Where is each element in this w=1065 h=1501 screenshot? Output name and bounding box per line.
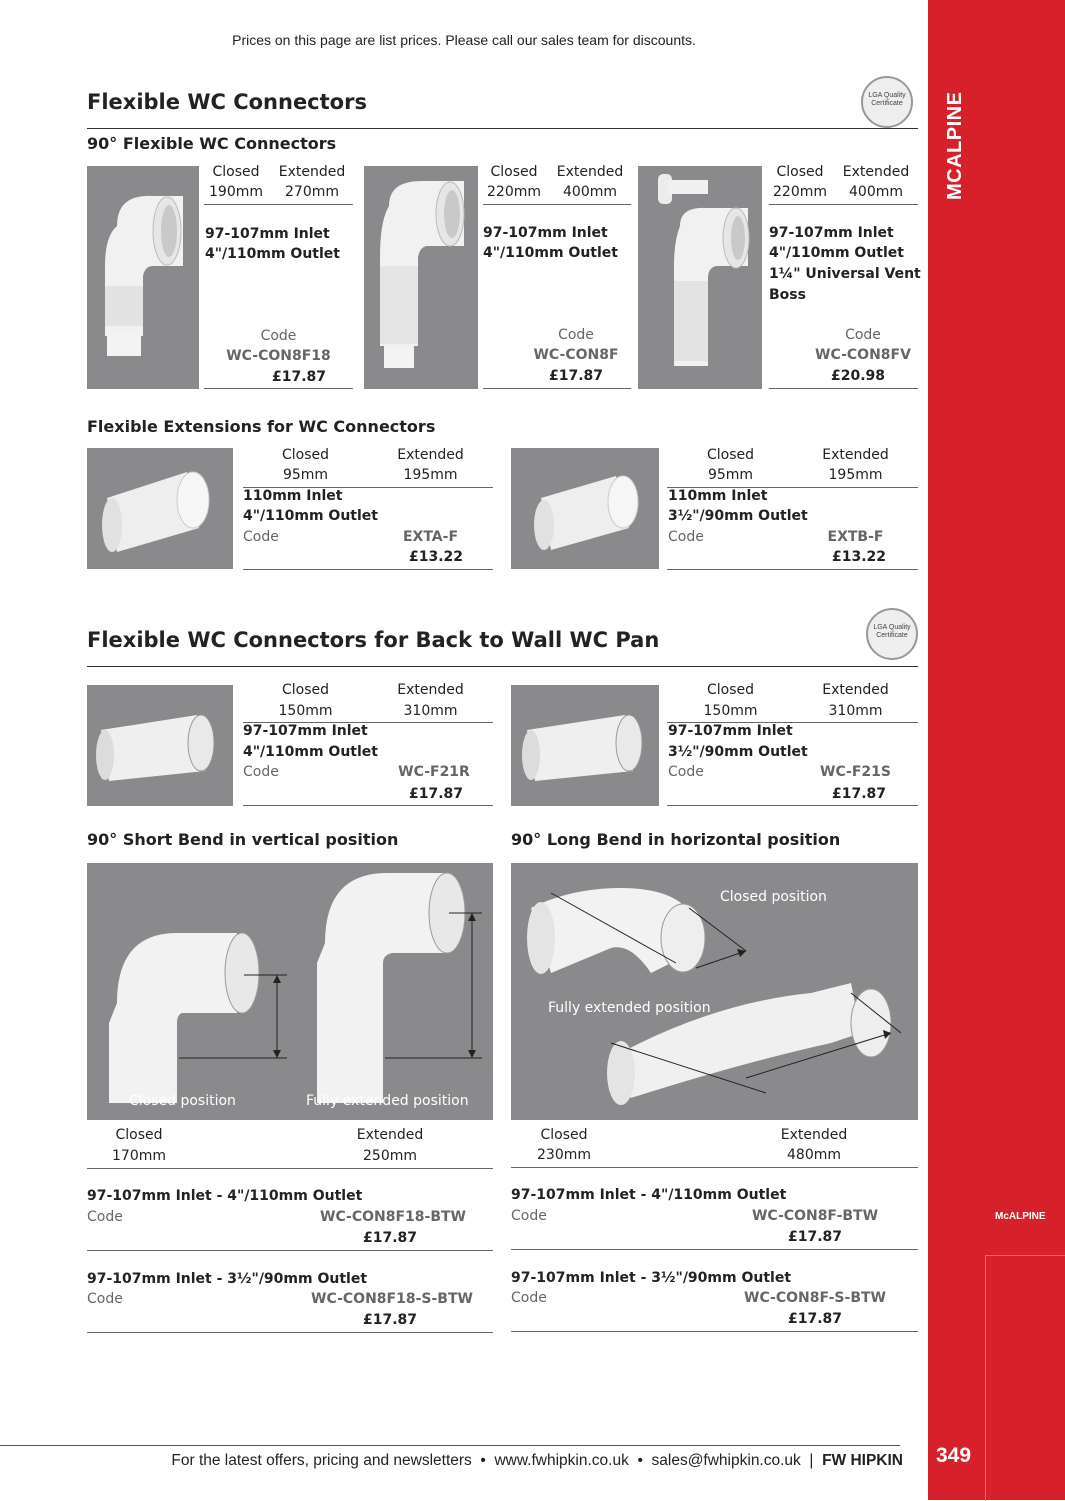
extended-label: Extended: [356, 1127, 424, 1143]
extended-value: 195mm: [828, 467, 883, 483]
divider: [511, 1167, 918, 1168]
website-link[interactable]: www.fwhipkin.co.uk: [494, 1452, 629, 1469]
divider: [87, 1332, 493, 1333]
closed-label: Closed: [490, 164, 538, 180]
long-bend-illustration-icon: [511, 863, 918, 1120]
product-price: £17.87: [271, 369, 327, 385]
code-label: Code: [668, 764, 704, 780]
product-spec: 4"/110mm Outlet: [769, 245, 904, 261]
brand-vertical: MCALPINE: [944, 91, 966, 200]
variant-spec: 97-107mm Inlet - 3½"/90mm Outlet: [87, 1271, 368, 1287]
closed-value: 190mm: [209, 184, 263, 200]
product-price: £17.87: [787, 1229, 843, 1245]
bullet: •: [633, 1452, 648, 1469]
closed-label: Closed: [115, 1127, 163, 1143]
section-rule: [87, 666, 918, 667]
product-spec: 3½"/90mm Outlet: [668, 508, 808, 524]
product-spec: 97-107mm Inlet: [668, 723, 793, 739]
product-spec: 97-107mm Inlet: [483, 225, 608, 241]
extended-value: 250mm: [363, 1148, 417, 1164]
section-rule: [87, 128, 918, 129]
subsection-title: 90° Flexible WC Connectors: [87, 134, 337, 153]
product-price: £17.87: [787, 1311, 843, 1327]
page-number: 349: [936, 1444, 972, 1467]
product-image-wc-f21s: [511, 685, 659, 806]
product-image-wc-f21r: [87, 685, 233, 806]
product-spec: 97-107mm Inlet: [205, 226, 330, 242]
footer-rule: [0, 1445, 900, 1446]
code-label: Code: [511, 1290, 547, 1306]
code-label: Code: [558, 327, 594, 343]
product-price: £17.87: [362, 1312, 418, 1328]
product-code: WC-CON8F: [533, 347, 619, 363]
footer: [0, 1452, 903, 1470]
product-spec: 110mm Inlet: [243, 488, 343, 504]
btw-connector-icon: [511, 685, 659, 806]
caption-extended: Fully extended position: [548, 1000, 711, 1016]
code-label: Code: [845, 327, 881, 343]
product-code: EXTA-F: [402, 529, 459, 545]
subsection-title: 90° Long Bend in horizontal position: [511, 830, 841, 849]
sidebar-divider: [985, 1255, 1065, 1501]
product-image-wc-con8f18: [87, 166, 199, 389]
closed-label: Closed: [212, 164, 260, 180]
extension-pipe-icon: [511, 448, 659, 569]
price-notice: Prices on this page are list prices. Please call our sales team for discounts.: [232, 32, 696, 48]
code-label: Code: [260, 328, 297, 344]
extended-value: 270mm: [285, 184, 339, 200]
closed-label: Closed: [281, 447, 330, 463]
product-image-wc-con8fv: [638, 166, 762, 389]
product-code: WC-CON8FV: [815, 347, 911, 363]
long-bend-diagram: [511, 863, 918, 1120]
product-code: EXTB-F: [827, 529, 884, 545]
extended-label: Extended: [780, 1127, 848, 1143]
product-spec: 1¼" Universal Vent: [769, 266, 921, 282]
variant-spec: 97-107mm Inlet - 3½"/90mm Outlet: [511, 1270, 792, 1286]
extension-pipe-icon: [87, 448, 233, 569]
quality-badge-icon: LGA Quality Certificate: [861, 76, 913, 128]
divider: [243, 805, 493, 806]
closed-label: Closed: [706, 682, 755, 698]
closed-label: Closed: [281, 682, 330, 698]
separator: |: [805, 1452, 818, 1469]
vent-elbow-connector-icon: [638, 166, 762, 389]
divider: [511, 1331, 918, 1332]
divider: [87, 1168, 493, 1169]
product-price: £13.22: [408, 549, 464, 565]
closed-label: Closed: [706, 447, 755, 463]
product-spec: 4"/110mm Outlet: [243, 508, 378, 524]
product-code: WC-F21S: [820, 764, 891, 780]
closed-value: 150mm: [703, 703, 758, 719]
closed-label: Closed: [776, 164, 824, 180]
extended-label: Extended: [278, 164, 346, 180]
section-title: Flexible WC Connectors: [87, 90, 367, 114]
product-price: £17.87: [408, 786, 464, 802]
code-label: Code: [87, 1209, 123, 1225]
product-price: £13.22: [831, 549, 887, 565]
extended-value: 400mm: [563, 184, 617, 200]
extended-value: 310mm: [828, 703, 883, 719]
product-spec: 4"/110mm Outlet: [205, 246, 340, 262]
subsection-title: 90° Short Bend in vertical position: [87, 830, 399, 849]
product-spec: 97-107mm Inlet: [769, 225, 894, 241]
elbow-connector-icon: [87, 166, 199, 389]
caption-extended: Fully extended position: [306, 1093, 469, 1109]
product-spec: 4"/110mm Outlet: [243, 744, 378, 760]
section-title: Flexible WC Connectors for Back to Wall WC Pan: [87, 628, 660, 652]
extended-label: Extended: [397, 682, 464, 698]
code-label: Code: [87, 1291, 123, 1307]
divider: [769, 388, 918, 389]
variant-spec: 97-107mm Inlet - 4"/110mm Outlet: [511, 1187, 787, 1203]
divider: [204, 204, 353, 205]
company-name: FW HIPKIN: [822, 1452, 903, 1469]
divider: [667, 569, 918, 570]
product-image-extb-f: [511, 448, 659, 569]
closed-value: 170mm: [112, 1148, 166, 1164]
product-code: WC-CON8F-S-BTW: [744, 1290, 886, 1306]
product-price: £20.98: [830, 368, 886, 384]
closed-value: 220mm: [773, 184, 827, 200]
divider: [511, 1249, 918, 1250]
divider: [87, 1250, 493, 1251]
subsection-title: Flexible Extensions for WC Connectors: [87, 417, 436, 436]
btw-connector-icon: [87, 685, 233, 806]
closed-value: 95mm: [707, 467, 754, 483]
extended-label: Extended: [822, 682, 889, 698]
extended-value: 400mm: [849, 184, 903, 200]
caption-closed: Closed position: [720, 889, 827, 905]
divider: [243, 569, 493, 570]
extended-value: 310mm: [403, 703, 458, 719]
divider: [667, 805, 918, 806]
extended-value: 195mm: [403, 467, 458, 483]
closed-label: Closed: [540, 1127, 588, 1143]
product-code: WC-CON8F18-BTW: [320, 1209, 467, 1225]
extended-label: Extended: [842, 164, 910, 180]
product-price: £17.87: [362, 1230, 418, 1246]
product-spec: 97-107mm Inlet: [243, 723, 368, 739]
divider: [483, 388, 631, 389]
code-label: Code: [243, 529, 279, 545]
product-code: WC-CON8F18: [226, 348, 331, 364]
divider: [769, 204, 918, 205]
divider: [204, 388, 353, 389]
product-spec: 3½"/90mm Outlet: [668, 744, 808, 760]
product-spec: 4"/110mm Outlet: [483, 245, 618, 261]
product-code: WC-CON8F-BTW: [751, 1208, 879, 1224]
product-spec: Boss: [769, 287, 806, 303]
product-spec: 110mm Inlet: [668, 488, 768, 504]
product-code: WC-F21R: [398, 764, 470, 780]
footer-text: For the latest offers, pricing and newsletters: [171, 1452, 472, 1469]
product-image-exta-f: [87, 448, 233, 569]
extended-label: Extended: [822, 447, 889, 463]
code-label: Code: [511, 1208, 547, 1224]
short-bend-diagram: [87, 863, 493, 1120]
brand-logo-small: McALPINE: [995, 1211, 1046, 1222]
short-bend-illustration-icon: [87, 863, 493, 1120]
closed-value: 150mm: [278, 703, 333, 719]
closed-value: 230mm: [537, 1147, 591, 1163]
code-label: Code: [668, 529, 704, 545]
email-link[interactable]: sales@fwhipkin.co.uk: [651, 1452, 801, 1469]
code-label: Code: [243, 764, 279, 780]
tall-elbow-connector-icon: [364, 166, 478, 389]
product-code: WC-CON8F18-S-BTW: [311, 1291, 473, 1307]
closed-value: 220mm: [487, 184, 541, 200]
product-price: £17.87: [831, 786, 887, 802]
quality-badge-icon: LGA Quality Certificate: [866, 608, 918, 660]
extended-label: Extended: [397, 447, 464, 463]
product-image-wc-con8f: [364, 166, 478, 389]
caption-closed: Closed position: [129, 1093, 236, 1109]
divider: [483, 204, 631, 205]
extended-value: 480mm: [787, 1147, 841, 1163]
extended-label: Extended: [556, 164, 624, 180]
closed-value: 95mm: [282, 467, 329, 483]
product-price: £17.87: [548, 368, 604, 384]
variant-spec: 97-107mm Inlet - 4"/110mm Outlet: [87, 1188, 363, 1204]
bullet: •: [476, 1452, 491, 1469]
